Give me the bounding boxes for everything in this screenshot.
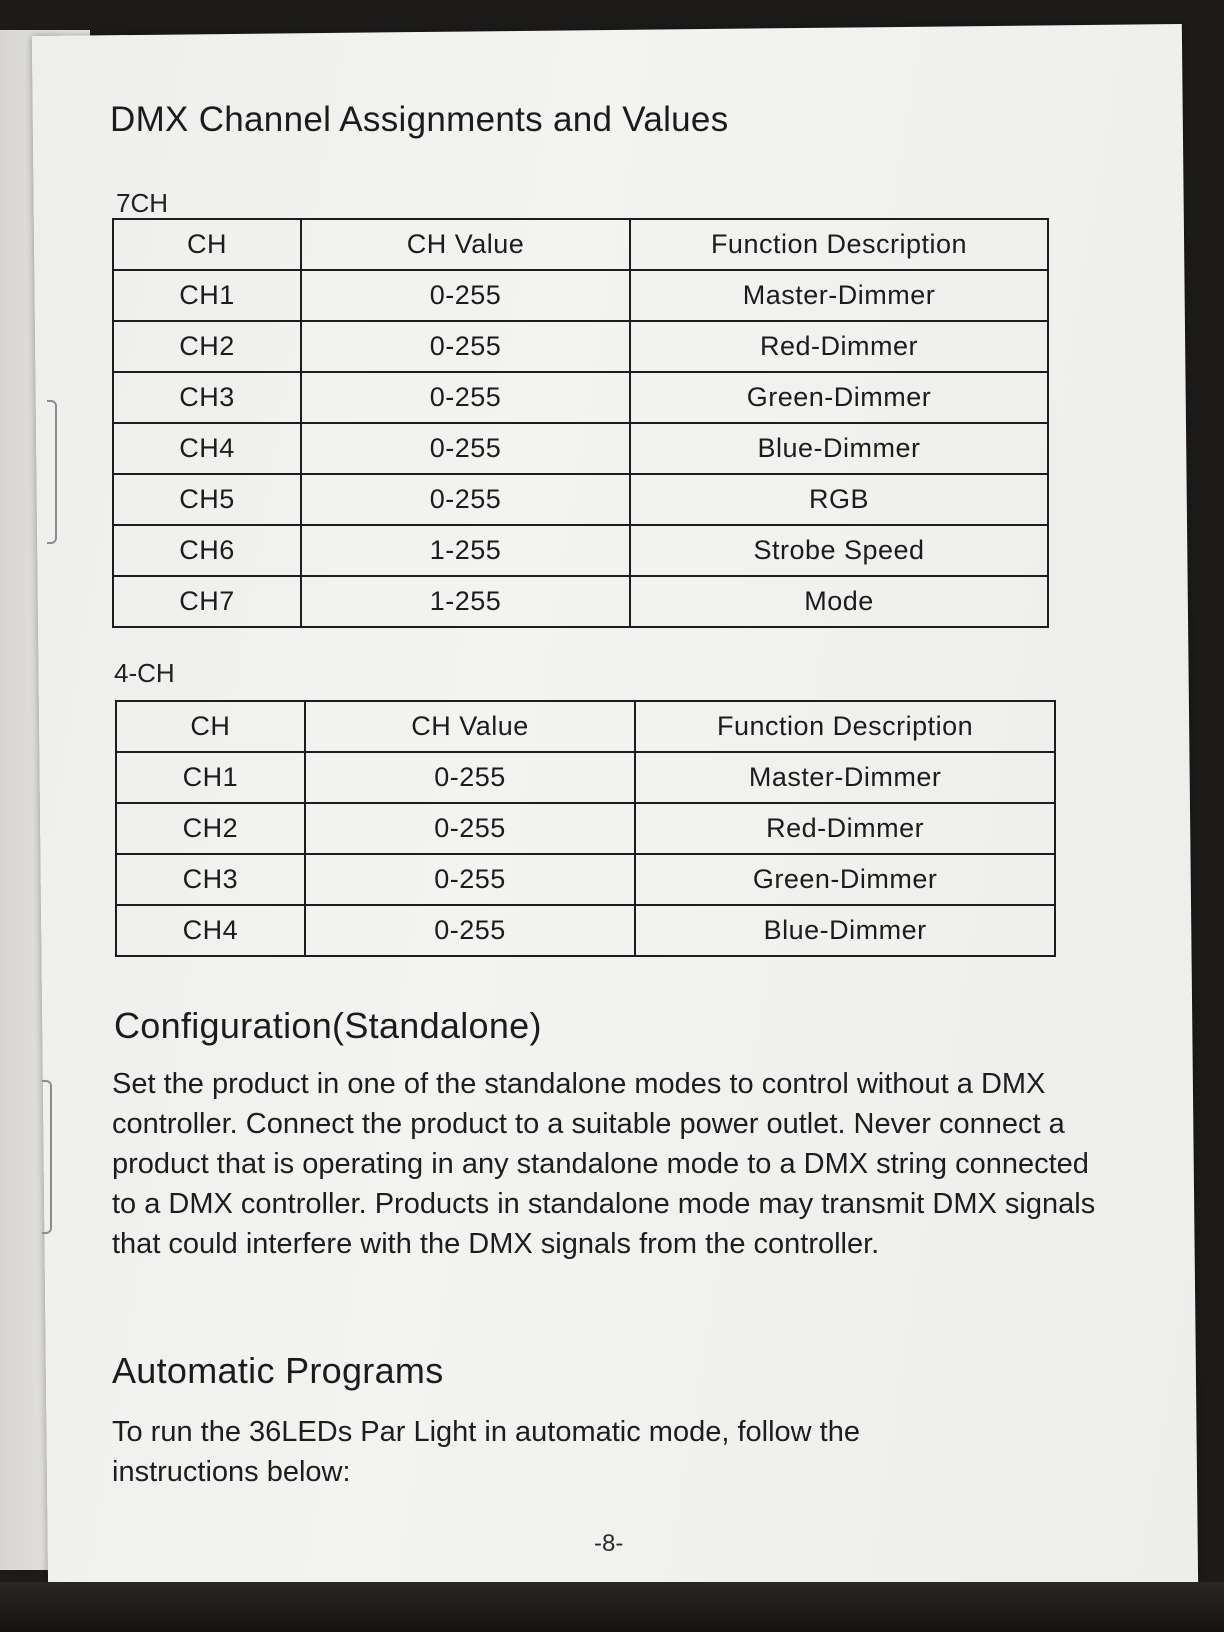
cell-function: Green-Dimmer (635, 854, 1055, 905)
header-ch: CH (116, 701, 305, 752)
cell-ch: CH3 (116, 854, 305, 905)
table-row (116, 854, 1055, 905)
page-title: DMX Channel Assignments and Values (110, 100, 729, 139)
table-header-row (113, 219, 1048, 270)
cell-value: 1-255 (301, 525, 630, 576)
table-row (113, 474, 1048, 525)
table-row (113, 372, 1048, 423)
cell-ch: CH6 (113, 525, 301, 576)
cell-ch: CH2 (116, 803, 305, 854)
header-ch-value: CH Value (305, 701, 635, 752)
cell-ch: CH2 (113, 321, 301, 372)
cell-value: 0-255 (301, 423, 630, 474)
cell-value: 0-255 (305, 752, 635, 803)
header-function-description: Function Description (635, 701, 1055, 752)
cell-function: Green-Dimmer (630, 372, 1048, 423)
table-row (113, 321, 1048, 372)
configuration-heading: Configuration(Standalone) (114, 1005, 542, 1046)
cell-value: 0-255 (305, 905, 635, 956)
cell-value: 0-255 (305, 854, 635, 905)
automatic-programs-heading: Automatic Programs (112, 1350, 444, 1391)
cell-ch: CH4 (113, 423, 301, 474)
background-surface (0, 1582, 1224, 1632)
page-number: -8- (594, 1530, 624, 1557)
cell-function: Blue-Dimmer (630, 423, 1048, 474)
table-header-row (116, 701, 1055, 752)
cell-value: 1-255 (301, 576, 630, 627)
cell-ch: CH1 (116, 752, 305, 803)
automatic-programs-paragraph: To run the 36LEDs Par Light in automatic mode, follow the instructions below: (112, 1416, 860, 1488)
table-4ch-label: 4-CH (114, 658, 175, 688)
cell-function: RGB (630, 474, 1048, 525)
cell-function: Strobe Speed (630, 525, 1048, 576)
cell-ch: CH5 (113, 474, 301, 525)
cell-function: Mode (630, 576, 1048, 627)
cell-value: 0-255 (305, 803, 635, 854)
cell-value: 0-255 (301, 372, 630, 423)
cell-function: Red-Dimmer (635, 803, 1055, 854)
cell-function: Master-Dimmer (630, 270, 1048, 321)
staple-bottom (42, 1080, 52, 1234)
cell-ch: CH7 (113, 576, 301, 627)
table-row (116, 752, 1055, 803)
cell-ch: CH1 (113, 270, 301, 321)
table-row (113, 423, 1048, 474)
cell-value: 0-255 (301, 474, 630, 525)
cell-function: Blue-Dimmer (635, 905, 1055, 956)
staple-top (47, 400, 57, 544)
header-ch: CH (113, 219, 301, 270)
configuration-paragraph: Set the product in one of the standalone modes to control without a DMX controller. Connect the product to a suitable power outlet. Never connect a product that is operating in any standalone mode to a DMX string connected to a DMX controller. Products in standalone mode may transmit DMX signals that could interfere with the DMX signals from the controller. (112, 1068, 1096, 1260)
table-7ch (112, 218, 1049, 628)
cell-value: 0-255 (301, 270, 630, 321)
table-row (113, 576, 1048, 627)
header-ch-value: CH Value (301, 219, 630, 270)
table-row (113, 270, 1048, 321)
cell-ch: CH3 (113, 372, 301, 423)
cell-function: Master-Dimmer (635, 752, 1055, 803)
header-function-description: Function Description (630, 219, 1048, 270)
table-row (116, 905, 1055, 956)
table-row (113, 525, 1048, 576)
cell-function: Red-Dimmer (630, 321, 1048, 372)
cell-ch: CH4 (116, 905, 305, 956)
table-7ch-label: 7CH (116, 188, 169, 218)
table-4ch (115, 700, 1056, 957)
cell-value: 0-255 (301, 321, 630, 372)
table-row (116, 803, 1055, 854)
